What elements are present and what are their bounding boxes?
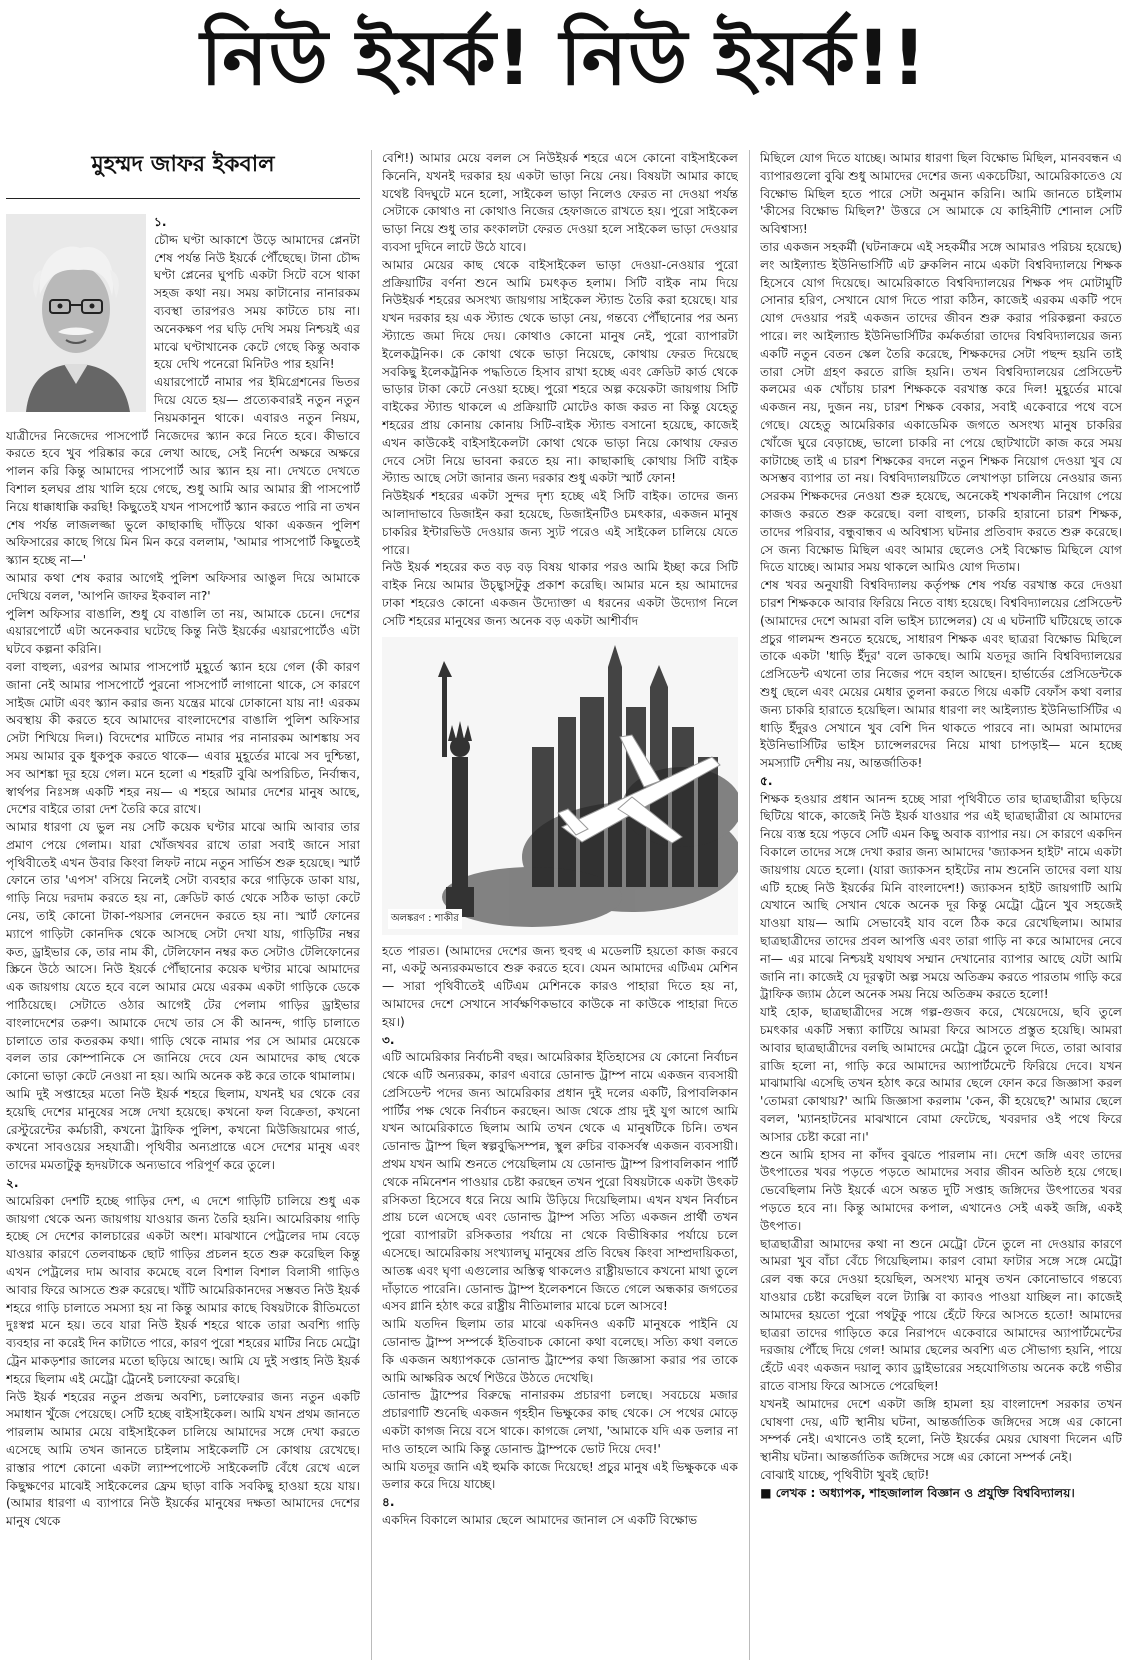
section-number: ৫.: [760, 773, 773, 788]
column-divider: [371, 150, 372, 1660]
illustration-credit: অলঙ্করণ : শাকীর: [388, 909, 462, 929]
paragraph: আমেরিকা দেশটি হচ্ছে গাড়ির দেশ, এ দেশে গাড়িটি চালিয়ে শুধু এক জায়গা থেকে অন্য জায়গায় যাওয়ার জন্য তৈরি হয়নি। আমেরিকায় গাড়ি হচ্ছে সে দেশের কালচারের একটা অংশ। মাঝখানে পেট্রলের দাম বেড়ে যাওয়ার কারণে তেলবাচ্চক ছোট গাড়ির প্রচলন হতে শুরু করেছিল কিন্তু এখন পেট্রলের দাম আবার কমেছে বলে বিশাল বিশাল বিলাসী গাড়িও আবার ফিরে আসতে শুরু করেছে। খাঁটি আমেরিকানদের সম্ভবত নিউ ইয়র্ক শহরে গাড়ি চালাতে সমস্যা হয় না কিন্তু আমার কাছে বিষয়টাকে রীতিমতো দুঃস্বপ্ন মনে হয়। তবে যারা নিউ ইয়র্ক শহরে থাকে তারা অবশ্যি গাড়ি ব্যবহার না করেই দিন কাটাতে পারে, কারণ পুরো শহরের মাটির নিচে মেট্রো ট্রেন মাকড়শার জালের মতো ছড়িয়ে আছে। আমি যে দুই সপ্তাহ নিউ ইয়র্ক শহরে ছিলাম এই মেট্রো ট্রেনেই চলাফেরা করেছি।: [6, 1193, 360, 1386]
article-column-3: [760, 150, 1122, 1660]
column-divider: [749, 150, 750, 1660]
section-number: ৪.: [382, 1495, 395, 1510]
section-number: ৩.: [382, 1032, 395, 1047]
byline-rule: [6, 198, 360, 199]
paragraph: বোঝাই যাচ্ছে, পৃথিবীটা খুবই ছোট!: [760, 1467, 930, 1482]
author-note: ■ লেখক : অধ্যাপক, শাহজালাল বিজ্ঞান ও প্রযুক্তি বিশ্ববিদ্যালয়।: [760, 1485, 1075, 1500]
paragraph: শিক্ষক হওয়ার প্রধান আনন্দ হচ্ছে সারা পৃথিবীতে তার ছাত্রছাত্রীরা ছড়িয়ে ছিটিয়ে থাকে, কাজেই নিউ ইয়র্ক যাওয়ার পর এই ছাত্রছাত্রীরা যে আমাদের নিয়ে ব্যস্ত হয়ে পড়বে সেটি এমন কিছু অবাক ব্যাপার নয়। সে কারণে একদিন বিকালে তাদের সঙ্গে দেখা করার জন্য আমাদের 'জ্যাকসন হাইট' নামে একটা জায়গায় যেতে হলো। (যারা জ্যাকসন হাইটের নাম শুনেনি তাদের বলা যায় এটি হচ্ছে নিউ ইয়র্কের মিনি বাংলাদেশ!) জ্যাকসন হাইট জায়গাটি আমি যেখানে আছি সেখান থেকে অনেক দূর কিন্তু মেট্রো ট্রেনে খুব সহজেই যাওয়া যায়— আমি সেভাবেই যাব বলে ঠিক করে রেখেছিলাম। আমার ছাত্রছাত্রীদের তাদের প্রবল আপত্তি এবং তারা গাড়ি না করে আমাদের নেবে না— এর মাঝে নিশ্চয়ই যথাযথ সম্মান দেখানোর ব্যাপার আছে যেটা আমি জানি না। কাজেই যে দূরত্বটা অল্প সময়ে অতিক্রম করতে পারতাম গাড়ি করে ট্রাফিক জ্যাম ঠেলে অনেক সময় নিয়ে অতিক্রম করতে হলো!: [760, 791, 1122, 1002]
paragraph: নিউইয়র্ক শহরের একটা সুন্দর দৃশ্য হচ্ছে এই সিটি বাইক। তাদের জন্য আলাদাভাবে ডিজাইন করা হয়েছে, ডিজাইনটিও চমৎকার, একজন মানুষ চাকরির ইন্টারভিউ দেওয়ার জন্য স্যুট পরেও এই সাইকেল চালিয়ে যেতে পারে।: [382, 489, 738, 557]
paragraph: চৌদ্দ ঘণ্টা আকাশে উড়ে আমাদের প্লেনটা শেষ পর্যন্ত নিউ ইয়র্কে পৌঁছেছে। টানা চৌদ্দ ঘণ্টা প্লেনের ঘুপচি একটা সিটে বসে থাকা সহজ কথা নয়। সময় কাটানোর নানারকম ব্যবস্থা তারপরও সময় কাটতে চায় না। অনেকক্ষণ পর ঘড়ি দেখি সময় নিশ্চয়ই এর মাঝে ঘণ্টাখানেক কেটে গেছে কিন্তু অবাক হয়ে দেখি পনেরো মিনিটও পার হয়নি!: [154, 232, 360, 372]
paragraph: হতে পারত। (আমাদের দেশের জন্য হুবহু এ মডেলটি হয়তো কাজ করবে না, একটু অন্যরকমভাবে শুরু করতে হবে। যেমন আমাদের এটিএম মেশিন— সারা পৃথিবীতেই এটিএম মেশিনকে কারও পাহারা দিতে হয় না, আমাদের দেশে সেখানে সার্বক্ষণিকভাবে কাউকে না কাউকে পাহারা দিতে হয়।): [382, 943, 738, 1029]
article-column-1: [6, 214, 360, 1659]
paragraph: আমি দুই সপ্তাহের মতো নিউ ইয়র্ক শহরে ছিলাম, যখনই ঘর থেকে বের হয়েছি দেশের মানুষের সঙ্গে দেখা হয়েছে। কখনো ফল বিক্রেতা, কখনো রেস্টুরেন্টের কর্মচারী, কখনো ট্রাফিক পুলিশ, কখনো মিউজিয়ামের গার্ড, কখনো সাবওয়ের সহযাত্রী। পৃথিবীর অন্যপ্রান্তে এসে দেশের মানুষ এবং তাদের মমতাটুকু হৃদয়টাকে অন্যভাবে পরিপূর্ণ করে তুলে।: [6, 1087, 360, 1173]
byline: মুহম্মদ জাফর ইকবাল: [91, 152, 275, 177]
paragraph: বলা বাহুল্য, এরপর আমার পাসপোর্ট মুহূর্তে স্ক্যান হয়ে গেল (কী কারণ জানা নেই আমার পাসপোর্টে পুরনো পাসপোর্ট লাগানো থাকে, সে কারণে সাইজ মোটা এবং স্ক্যান করার জন্য যন্ত্রের মাঝে ঢোকানো যায় না! এরকম অবস্থায় কী করতে হবে আমাদের বাংলাদেশের বাঙালি পুলিশ অফিসার সেটা শিখিয়ে দিল।) বিদেশের মাটিতে নামার পর নানারকম আশঙ্কায় সব সময় আমার বুক ধুকপুক করতে থাকে— এবার মুহূর্তের মাঝে সব দুশ্চিন্তা, সব আশঙ্কা দূর হয়ে গেল। মনে হলো এ শহরটি বুঝি অপরিচিত, নির্বান্ধব, স্বার্থপর নিঃসঙ্গ একটি শহর নয়— এ শহরে আমার দেশের মানুষ আছে, দেশের বাইরে তারা দেশ তৈরি করে রাখে।: [6, 659, 360, 817]
paragraph: নিউ ইয়র্ক শহরের কত বড় বড় বিষয় থাকার পরও আমি ইচ্ছা করে সিটি বাইক নিয়ে আমার উচ্ছ্বাসটুকু প্রকাশ করেছি। আমার মনে হয় আমাদের ঢাকা শহরেও কোনো একজন উদ্যোক্তা এ ধরনের একটা উদ্যোগ নিলে সেটি শহরের মানুষের জন্য অনেক বড় একটা আশীর্বাদ: [382, 560, 738, 628]
paragraph: নিউ ইয়র্ক শহরের নতুন প্রজন্ম অবশ্যি, চলাফেরার জন্য নতুন একটি সমাধান খুঁজে পেয়েছে। সেটি হচ্ছে বাইসাইকেল। আমি যখন প্রথম জানতে পারলাম আমার মেয়ে বাইসাইকেল চালিয়ে আমাদের সঙ্গে দেখা করতে এসেছে আমি তখন জানতে চাইলাম সাইকেলটি সে কোথায় রেখেছে। রাস্তার পাশে কোনো একটা ল্যাম্পপোস্টে সাইকেলটি বেঁধে রেখে এলে কিছুক্ষণের মাঝেই সাইকেলের ফ্রেম ছাড়া বাকি সবকিছু হাওয়া হয়ে যায়। (আমার ধারণা এ ব্যাপারে নিউ ইয়র্কের মানুষের দক্ষতা আমাদের দেশের মানুষ থেকে: [6, 1389, 360, 1529]
new-york-illustration: [382, 637, 738, 935]
paragraph: মিছিলে যোগ দিতে যাচ্ছে। আমার ধারণা ছিল বিক্ষোভ মিছিল, মানববন্ধন এ ব্যাপারগুলো বুঝি শুধু আমাদের দেশের জন্য একচেটিয়া, আমেরিকাতেও যে বিক্ষোভ মিছিল হতে পারে সেটা অনুমান করিনি। আমি জানতে চাইলাম 'কীসের বিক্ষোভ মিছিল?' উত্তরে সে আমাকে যে কাহিনীটি শোনাল সেটি অবিশ্বাস্য!: [760, 151, 1122, 237]
paragraph: যাই হোক, ছাত্রছাত্রীদের সঙ্গে গল্প-গুজব করে, খেয়েদেয়ে, ছবি তুলে চমৎকার একটি সন্ধ্যা কাটিয়ে আমরা ফিরে আসতে প্রস্তুত হয়েছি। আমরা আবার ছাত্রছাত্রীদের বলছি আমাদের মেট্রো ট্রেনে তুলে দিতে, তারা আবার রাজি হলো না, গাড়ি করে আমাদের অ্যাপার্টমেন্টে ফিরিয়ে দেবে। যখন মাঝামাঝি এসেছি তখন হঠাৎ করে আমার ছেলে ফোন করে জিজ্ঞাসা করল 'তোমরা কোথায়?' আমি জিজ্ঞাসা করলাম 'কেন, কী হয়েছে?' আমার ছেলে বলল, 'ম্যানহাটনের মাঝখানে বোমা ফেটেছে, খবরদার ওই পথে ফিরে আসার চেষ্টা করো না।': [760, 1005, 1122, 1144]
paragraph: ডোনাল্ড ট্রাম্পের বিরুদ্ধে নানারকম প্রচারণা চলছে। সবচেয়ে মজার প্রচারণাটি শুনেছি একজন গৃহহীন ভিক্ষুকের কাছ থেকে। সে পথের মোড়ে একটা কাগজ নিয়ে বসে থাকে। কাগজে লেখা, 'আমাকে যদি এক ডলার না দাও তাহলে আমি কিন্তু ডোনাল্ড ট্রাম্পকে ভোট দিয়ে দেব!': [382, 1388, 738, 1456]
paragraph: আমার মেয়ের কাছ থেকে বাইসাইকেল ভাড়া দেওয়া-নেওয়ার পুরো প্রক্রিয়াটির বর্ণনা শুনে আমি চমৎকৃত হলাম। সিটি বাইক নাম দিয়ে নিউইয়র্ক শহরের অসংখ্য জায়গায় সাইকেল স্ট্যান্ড তৈরি করা হয়েছে। যার যখন দরকার হয় এক স্ট্যান্ড থেকে ভাড়া নেয়, গন্তব্যে পৌঁছানোর পর অন্য স্ট্যান্ডে জমা দিয়ে দেয়। কোথাও কোনো মানুষ নেই, পুরো ব্যাপারটা ইলেকট্রনিক। কে কোথা থেকে ভাড়া নিয়েছে, কোথায় ফেরত দিয়েছে সবকিছু ইলেকট্রনিক পদ্ধতিতে হিসাব রাখা হচ্ছে এবং ক্রেডিট কার্ড থেকে ভাড়ার টাকা কেটে নেওয়া হচ্ছে। পুরো শহরে অল্প কয়েকটা জায়গায় সিটি বাইকের স্ট্যান্ড থাকলে এ প্রক্রিয়াটি মোটেও কাজ করত না কিন্তু যেহেতু শহরের প্রায় কোনায় কোনায় সিটি-বাইক স্ট্যান্ড বসানো হয়েছে, কাজেই এখন কাউকেই বাইসাইকেলটা কোথা থেকে ভাড়া নিয়ে কোথায় ফেরত দেবে সেটা নিয়ে ভাবনা করতে হয় না। কাছাকাছি কোথায় সিটি বাইক স্ট্যান্ড আছে সেটা জানার জন্য দরকার শুধু একটা স্মার্ট ফোন!: [382, 257, 738, 486]
article-column-2: [382, 150, 738, 1660]
section-number: ২.: [6, 1176, 19, 1191]
paragraph: আমি যতদিন ছিলাম তার মাঝে একদিনও একটি মানুষকে পাইনি যে ডোনাল্ড ট্রাম্প সম্পর্কে ইতিবাচক কোনো কথা বলেছে। সত্যি কথা বলতে কি একজন অধ্যাপককে ডোনাল্ড ট্রাম্পের কথা জিজ্ঞাসা করার পর তাকে আমি আক্ষরিক অর্থে শিউরে উঠতে দেখেছি।: [382, 1317, 738, 1385]
paragraph: আমার কথা শেষ করার আগেই পুলিশ অফিসার আঙুল দিয়ে আমাকে দেখিয়ে বলল, 'আপনি জাফর ইকবাল না?': [6, 570, 360, 603]
paragraph: এয়ারপোর্টে নামার পর ইমিগ্রেশনের ভিতর দিয়ে যেতে হয়— প্রত্যেকবারই নতুন নতুন নিয়মকানুন থাকে। এবারও নতুন নিয়ম, যাত্রীদের নিজেদের পাসপোর্ট নিজেদের স্ক্যান করে নিতে হবে। কীভাবে করতে হবে খুব পরিষ্কার করে লেখা আছে, সেই নির্দেশ অক্ষরে অক্ষরে পালন করি কিন্তু আমাদের পাসপোর্ট আর স্ক্যান হয় না। দেখতে দেখতে বিশাল হলঘর প্রায় খালি হয়ে গেছে, শুধু আমি আর আমার স্ত্রী পাসপোর্ট নিয়ে ধাক্কাধাক্কি করছি! কিছুতেই যখন পাসপোর্ট স্ক্যান করতে পারি না তখন শেষ পর্যন্ত লাজলজ্জা ভুলে কাছাকাছি দাঁড়িয়ে থাকা একজন পুলিশ অফিসারের কাছে গিয়ে মিন মিন করে বললাম, 'আমার পাসপোর্ট কিছুতেই স্ক্যান হচ্ছে না—': [6, 375, 360, 568]
author-photo: [6, 214, 146, 412]
paragraph: যখনই আমাদের দেশে একটা জঙ্গি হামলা হয় বাংলাদেশ সরকার তখন ঘোষণা দেয়, এটি স্থানীয় ঘটনা, আন্তর্জাতিক জঙ্গিদের সঙ্গে এর কোনো সম্পর্ক নেই। এখানেও তাই হলো, নিউ ইয়র্কের মেয়র ঘোষণা দিলেন এটি স্থানীয় ঘটনা। আন্তর্জাতিক জঙ্গিদের সঙ্গে এর কোনো সম্পর্ক নেই।: [760, 1396, 1122, 1465]
paragraph: ছাত্রছাত্রীরা আমাদের কথা না শুনে মেট্রো টেনে তুলে না দেওয়ার কারণে আমরা খুব বাঁচা বেঁচে গিয়েছিলাম। কারণ বোমা ফাটার সঙ্গে সঙ্গে মেট্রো রেল বন্ধ করে দেওয়া হয়েছিল, অসংখ্য মানুষ তখন কোনোভাবে গন্তব্যে যাওয়ার চেষ্টা করেছিল বলে ট্যাক্সি বা ক্যাবও পাওয়া যাচ্ছিল না। কাজেই আমাদের হয়তো পুরো পথটুকু পায়ে হেঁটে ফিরে আসতে হতো! আমাদের ছাত্ররা তাদের গাড়িতে করে নিরাপদে একেবারে আমাদের অ্যাপার্টমেন্টের দরজায় পৌঁছে দিয়ে গেল! আমার ছেলের অবশ্যি এত সৌভাগ্য হয়নি, পায়ে হেঁটে এবং একজন দয়ালু ক্যাব ড্রাইভারের সহযোগিতায় অনেক কষ্টে গভীর রাতে বাসায় ফিরে আসতে পেরেছিল!: [760, 1236, 1122, 1393]
paragraph: পুলিশ অফিসার বাঙালি, শুধু যে বাঙালি তা নয়, আমাকে চেনে। দেশের এয়ারপোর্টে এটা অনেকবার ঘটেছে কিন্তু নিউ ইয়র্কের এয়ারপোর্টেও এটা ঘটবে কল্পনা করিনি।: [6, 606, 360, 657]
section-number: ১.: [154, 215, 167, 229]
paragraph: শেষ খবর অনুযায়ী বিশ্ববিদ্যালয় কর্তৃপক্ষ শেষ পর্যন্ত বরখাস্ত করে দেওয়া চারশ শিক্ষককে আবার ফিরিয়ে নিতে বাধ্য হয়েছে। বিশ্ববিদ্যালয়ের প্রেসিডেন্ট (আমাদের দেশে আমরা বলি ভাইস চ্যান্সেলর) যে এ ঘটনাটি ঘটিয়েছে তাকে প্রচুর গালমন্দ শুনতে হয়েছে, সাধারণ শিক্ষক এবং ছাত্ররা বিক্ষোভ মিছিলে তাকে একটা 'ধাড়ি ইঁদুর' বলে ডাকছে। আমি যতদূর জানি বিশ্ববিদ্যালয়ের প্রেসিডেন্ট এখনো তার নিজের পদে বহাল আছেন। হার্ভার্ডের প্রেসিডেন্টকে শুধু ছেলে এবং মেয়ের মেধার তুলনা করতে গিয়ে একটি বেফাঁস কথা বলার জন্য চাকরি হারাতে হয়েছিল। আমার ধারণা লং আইল্যান্ড ইউনিভার্সিটির এ ধাড়ি ইঁদুরও সেখানে খুব বেশি দিন থাকতে পারবে না। আমরা আমাদের ইউনিভার্সিটির ভাইস চ্যান্সেলরদের নিয়ে মাথা চাপড়াই— মনে হচ্ছে সমস্যাটি দেশীয় নয়, আন্তর্জাতিক!: [760, 578, 1122, 771]
paragraph: বেশি!) আমার মেয়ে বলল সে নিউইয়র্ক শহরে এসে কোনো বাইসাইকেল কিনেনি, যখনই দরকার হয় একটা ভাড়া নিয়ে নেয়। বিষয়টা আমার কাছে যথেষ্ট বিদঘুটে মনে হলো, সাইকেল ভাড়া নিলেও ফেরত না দেওয়া পর্যন্ত সেটাকে কোথাও না কোথাও নিজের হেফাজতে রাখতে হয়। পুরো সাইকেল ভাড়া নিয়ে শুধু তার কংকালটা ফেরত দেওয়া হলে সাইকেল ভাড়া দেওয়ার ব্যবসা দুদিনে লাটে উঠে যাবে।: [382, 151, 738, 254]
paragraph: এটি আমেরিকার নির্বাচনী বছর। আমেরিকার ইতিহাসের যে কোনো নির্বাচন থেকে এটি অন্যরকম, কারণ এবারে ডোনাল্ড ট্রাম্প নামে একজন ব্যবসায়ী প্রেসিডেন্ট পদের জন্য আমেরিকার প্রধান দুই দলের একটি, রিপাবলিকান পার্টির পক্ষ থেকে নির্বাচন করছেন। আজ থেকে প্রায় দুই যুগ আগে আমি যখন আমেরিকাতে ছিলাম আমি তখন থেকে এ মানুষটিকে চিনি। তখন ডোনাল্ড ট্রাম্প ছিল স্বল্পবুদ্ধিসম্পন্ন, স্থুল রুচির বাকসর্বস্ব একজন ব্যবসায়ী। প্রথম যখন আমি শুনতে পেয়েছিলাম যে ডোনাল্ড ট্রাম্প রিপাবলিকান পার্টি থেকে নমিনেশন পাওয়ার চেষ্টা করছেন তখন পুরো বিষয়টাকে একটা উৎকট রসিকতা হিসেবে ধরে নিয়ে আমি উড়িয়ে দিয়েছিলাম। এখন যখন নির্বাচন প্রায় চলে এসেছে এবং ডোনাল্ড ট্রাম্প সত্যি সত্যি একজন প্রার্থী তখন পুরো ব্যাপারটা রসিকতার পর্যায়ে না থেকে বিভীষিকার পর্যায়ে চলে এসেছে। আমেরিকায় সংখ্যালঘু মানুষের প্রতি বিদ্বেষ কিংবা সাম্প্রদায়িকতা, আতঙ্ক এবং ঘৃণা এগুলোর অস্তিত্ব থাকলেও রাষ্ট্রীয়ভাবে কখনো মাথা তুলে দাঁড়াতে পারেনি। ডোনাল্ড ট্রাম্প ইলেকশনে জিতে গেলে অন্ধকার জগতের এসব গ্লানি হঠাৎ করে রাষ্ট্রীয় নীতিমালার মাঝে চলে আসবে!: [382, 1050, 738, 1314]
paragraph: আমার ধারণা যে ভুল নয় সেটি কয়েক ঘণ্টার মাঝে আমি আবার তার প্রমাণ পেয়ে গেলাম। যারা খোঁজখবর রাখে তারা সবাই জানে সারা পৃথিবীতেই এখন উবার কিংবা লিফট নামে নতুন সার্ভিস শুরু হয়েছে। স্মার্ট ফোনে তার 'এপস' বসিয়ে নিলেই সেটা ব্যবহার করে গাড়িকে ডাকা যায়, গাড়ি নিয়ে দরদাম করতে হয় না, ক্রেডিট কার্ড থেকে সঠিক ভাড়া কেটে নেয়, তাই কোনো টাকা-পয়সার লেনদেন করতে হয় না। স্মার্ট ফোনের ম্যাপে গাড়িটা কোনদিক থেকে আসছে সেটা দেখা যায়, গাড়িটির নম্বর কত, ড্রাইভার কে, তার নাম কী, টেলিফোন নম্বর কত সেটাও টেলিফোনের স্ক্রিনে উঠে আসে। নিউ ইয়র্কে পৌঁছানোর কয়েক ঘণ্টার মাঝে আমাদের এক জায়গায় যেতে হবে বলে আমার মেয়ে এরকম একটা গাড়িকে ডেকে পাঠিয়েছে। সেটাতে ওঠার আগেই টের পেলাম গাড়ির ড্রাইভার বাংলাদেশের তরুণ। আমাকে দেখে তার সে কী আনন্দ, গাড়ি চালাতে চালাতে তার কতরকম কথা। গাড়ি থেকে নামার পর সে আমার মেয়েকে বলল তার কোম্পানিকে সে জানিয়ে দেবে যেন আমাদের কাছ থেকে কোনো ভাড়া কেটে নেওয়া না হয়। আমি অনেক কষ্ট করে তাকে থামালাম।: [6, 820, 360, 1084]
paragraph: আমি যতদূর জানি এই হুমকি কাজে দিয়েছে! প্রচুর মানুষ এই ভিক্ষুককে এক ডলার করে দিয়ে যাচ্ছে।: [382, 1459, 738, 1492]
headline: নিউ ইয়র্ক! নিউ ইয়র্ক!!: [200, 13, 928, 102]
paragraph: তার একজন সহকর্মী (ঘটনাক্রমে এই সহকর্মীর সঙ্গে আমারও পরিচয় হয়েছে) লং আইল্যান্ড ইউনিভার্সিটি এট ব্রুকলিন নামে একটা বিশ্ববিদ্যালয়ে শিক্ষক হিসেবে যোগ দিয়েছে। আমেরিকাতে বিশ্ববিদ্যালয়ের শিক্ষক পদ মোটামুটি সোনার হরিণ, সেখানে যোগ দিতে পারা কঠিন, কাজেই এরকম একটি পদে যোগ দেওয়ার পরই একজন তাদের জীবন শুরু করার পরিকল্পনা করতে পারে। লং আইল্যান্ড ইউনিভার্সিটির কর্মকর্তারা তাদের বিশ্ববিদ্যালয়ের জন্য একটি নতুন বেতন স্কেল তৈরি করেছে, শিক্ষকদের সেটা পছন্দ হয়নি তাই তারা সেটা গ্রহণ করতে রাজি হয়নি। তখন বিশ্ববিদ্যালয়ের প্রেসিডেন্ট কলমের এক খোঁচায় চারশ শিক্ষককে বরখাস্ত করে দিল! মুহূর্তের মাঝে একজন নয়, দুজন নয়, চারশ শিক্ষক বেকার, সবাই একেবারে পথে বসে গেছে। যেহেতু আমেরিকার একাডেমিক জগতে অসংখ্য মানুষ চাকরির খোঁজে ঘুরে বেড়াচ্ছে, ভালো চাকরি না পেয়ে ছোটখাটো কাজ করে সময় কাটাচ্ছে তাই এ চারশ শিক্ষকের বদলে নতুন শিক্ষক নিয়োগ দেওয়া খুব যে অসম্ভব ব্যাপার তা নয়। বিশ্ববিদ্যালয়টিতে লেখাপড়া চালিয়ে নেওয়ার জন্য সেরকম শিক্ষকদের নেওয়া শুরু হয়েছে, অনেকেই শখকালীন নিয়োগ পেয়ে কাজও করতে শুরু করেছে। বলা বাহুল্য, চাকরি হারানো চারশ শিক্ষক, তাদের পরিবার, বন্ধুবান্ধব এ অবিশ্বাস্য ঘটনার প্রতিবাদ করতে শুরু করেছে। সে জন্য বিক্ষোভ মিছিল এবং আমার ছেলেও সেই বিক্ষোভ মিছিলে যোগ দিতে যাচ্ছে। আমার সময় থাকলে আমিও যোগ দিতাম।: [760, 239, 1122, 575]
paragraph: শুনে আমি হাসব না কাঁদব বুঝতে পারলাম না। দেশে জঙ্গি এবং তাদের উৎপাতের খবর পড়তে পড়তে আমাদের সবার জীবন অতিষ্ঠ হয়ে গেছে। ভেবেছিলাম নিউ ইয়র্কে এসে অন্তত দুটি সপ্তাহ জঙ্গিদের উৎপাতের খবর পড়তে হবে না। কিন্তু আমাদের কপাল, এখানেও সেই একই জঙ্গি, একই উৎপাত।: [760, 1147, 1122, 1233]
paragraph: একদিন বিকালে আমার ছেলে আমাদের জানাল সে একটি বিক্ষোভ: [382, 1513, 698, 1528]
